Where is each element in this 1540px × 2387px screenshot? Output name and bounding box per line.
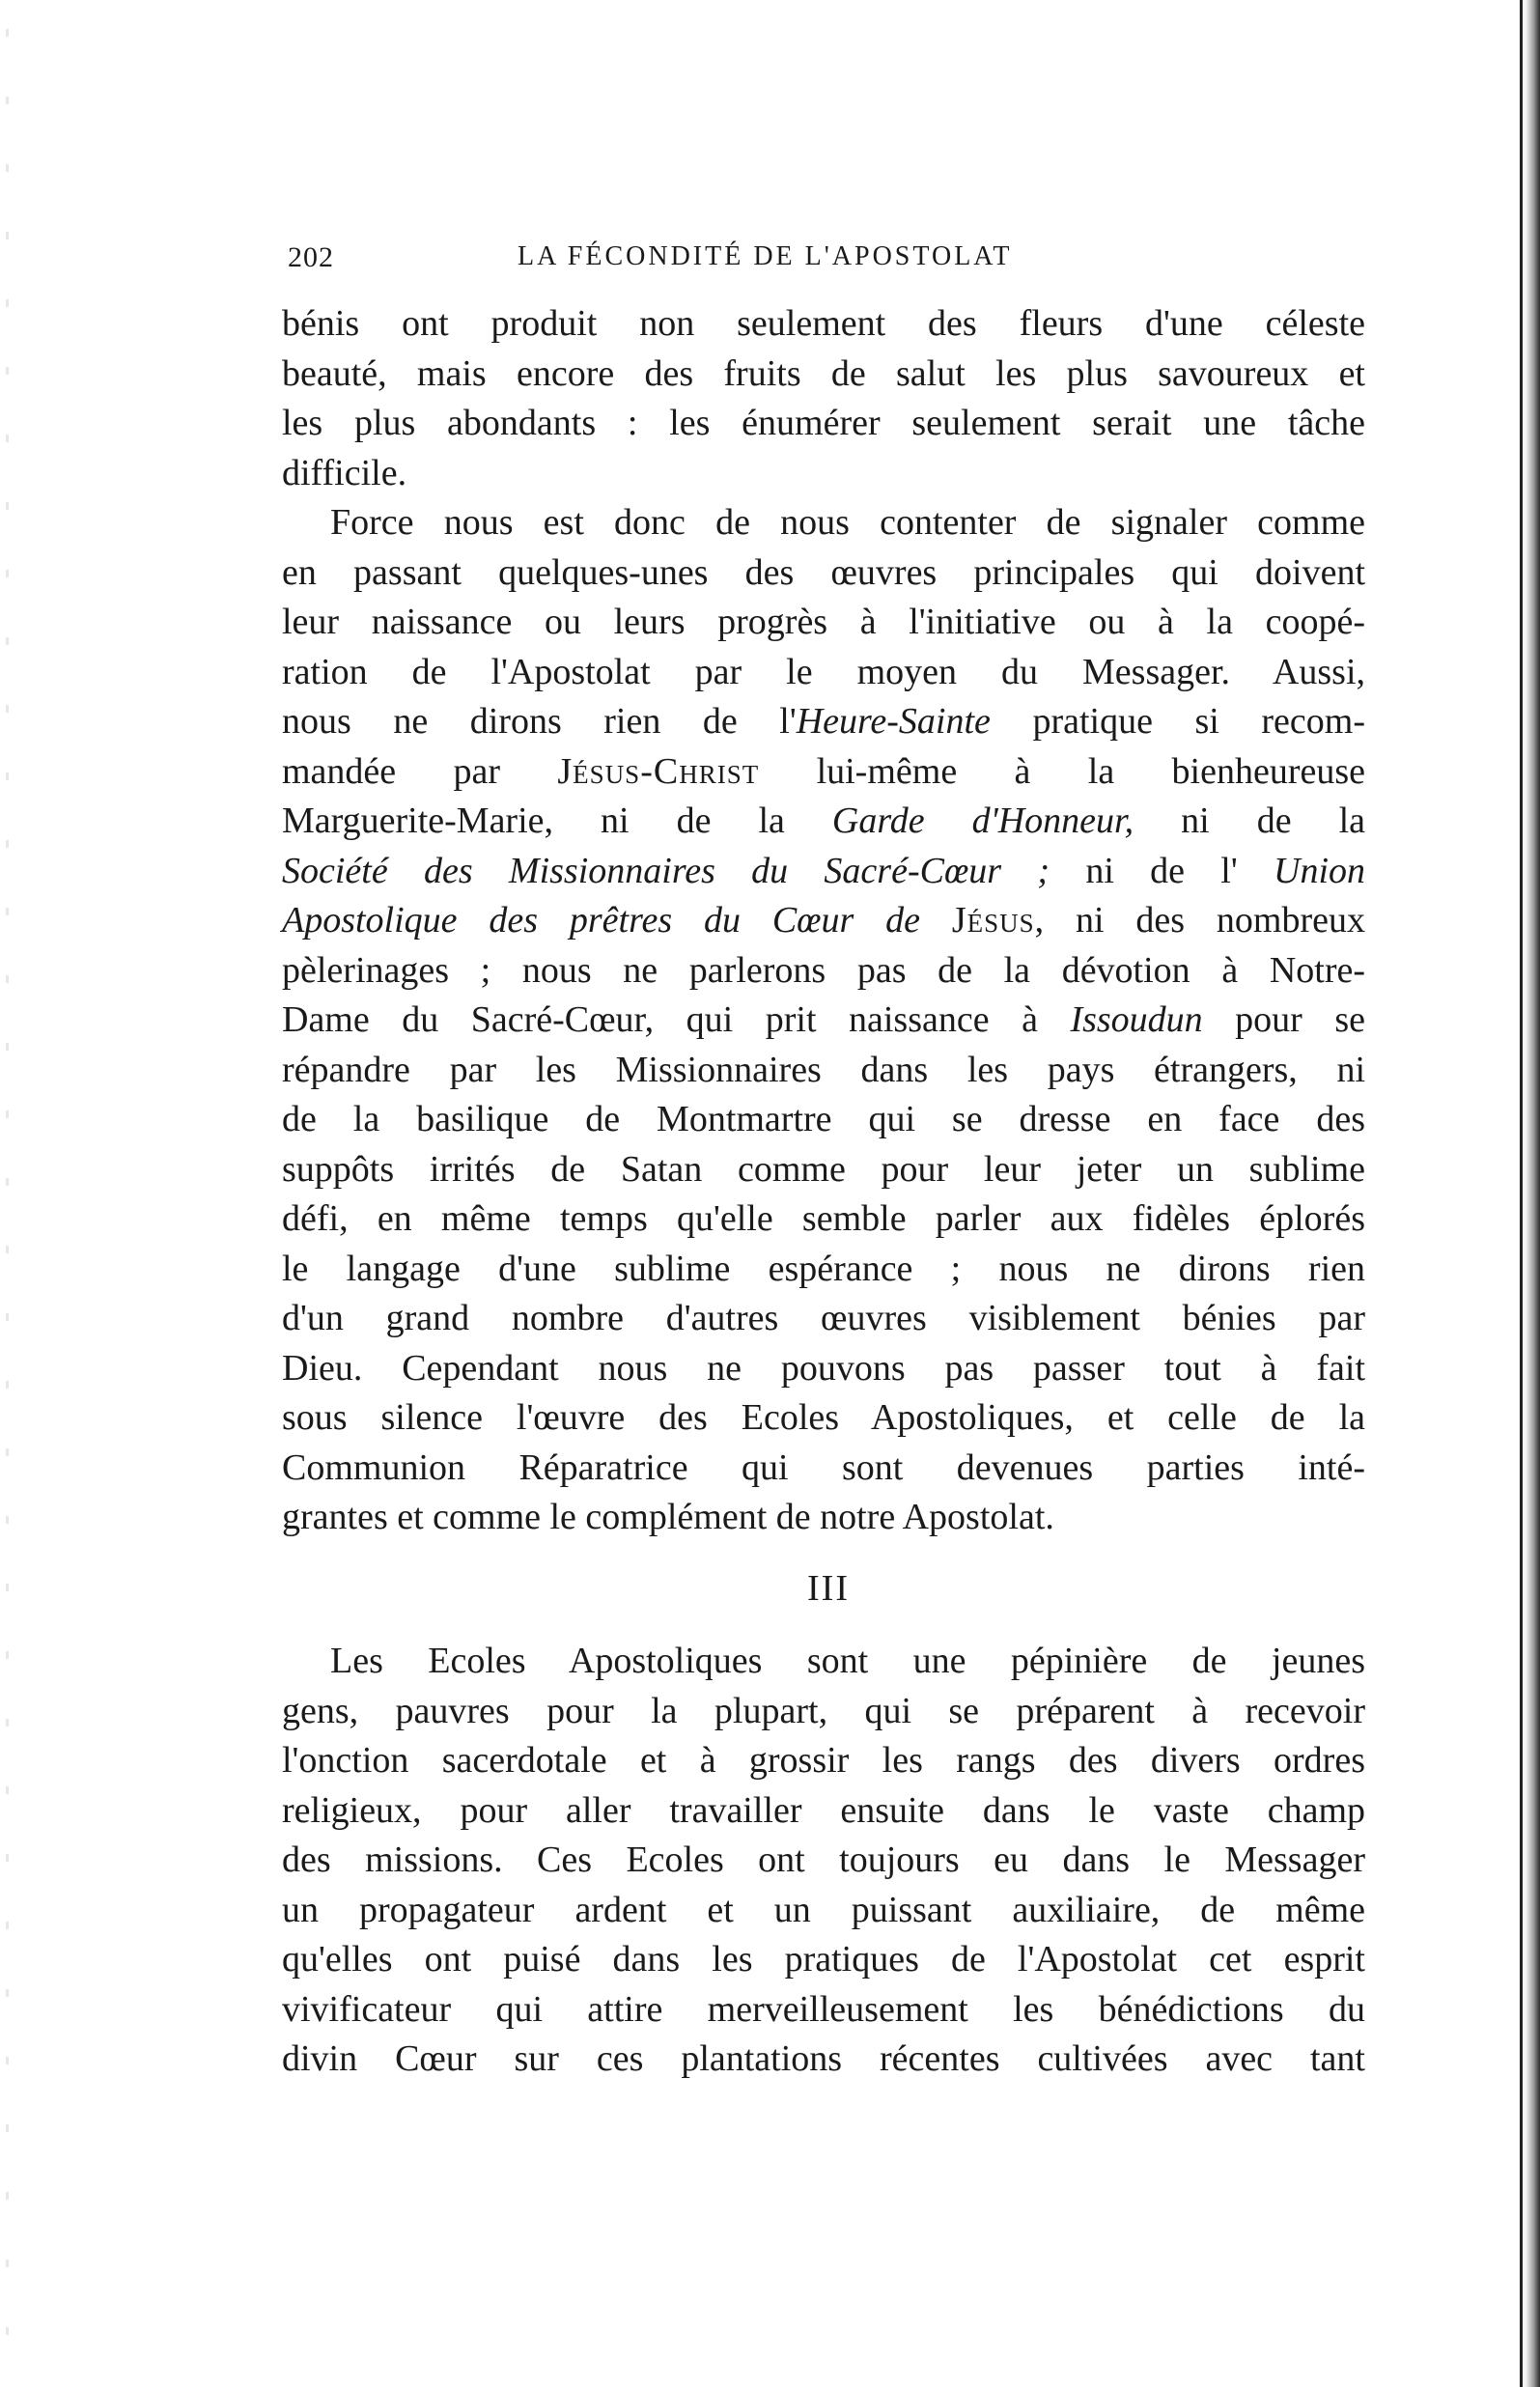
scan-left-margin-speckle bbox=[6, 0, 9, 2387]
paragraph-continued bbox=[282, 299, 1365, 498]
text-line: un propagateur ardent et un puissant auxiliaire, de même bbox=[282, 1889, 1365, 1930]
running-head bbox=[282, 241, 1365, 286]
text-line bbox=[282, 996, 1365, 1046]
text-line: Communion Réparatrice qui sont devenues parties inté- bbox=[282, 1446, 1365, 1488]
text-line: en passant quelques-unes des œuvres principales qui doivent bbox=[282, 551, 1365, 593]
text-line: qu'elles ont puisé dans les pratiques de l'Apostolat cet esprit bbox=[282, 1939, 1365, 1980]
text-run: ni de l' bbox=[1050, 850, 1274, 891]
text-line: les plus abondants : les énumérer seulement serait une tâche bbox=[282, 403, 1365, 443]
text-run: lui-même à la bienheureuse bbox=[759, 750, 1365, 792]
text-line: religieux, pour aller travailler ensuite dans le vaste champ bbox=[282, 1789, 1365, 1831]
text-line: gens, pauvres pour la plupart, qui se préparent à recevoir bbox=[282, 1690, 1365, 1731]
text-line: suppôts irrités de Satan comme pour leur jeter un sublime bbox=[282, 1148, 1365, 1190]
text-run: Dame du Sacré-Cœur, qui prit naissance à bbox=[282, 999, 1071, 1040]
book-page bbox=[282, 241, 1365, 2085]
text-line: vivificateur qui attire merveilleusement les bénédictions du bbox=[282, 1988, 1365, 2030]
text-line: répandre par les Missionnaires dans les pays étrangers, ni bbox=[282, 1049, 1365, 1090]
text-line: sous silence l'œuvre des Ecoles Apostoliques, et celle de la bbox=[282, 1397, 1365, 1438]
text-line bbox=[282, 747, 1365, 798]
small-caps-name: Jésus-Christ bbox=[557, 750, 760, 792]
text-line: défi, en même temps qu'elle semble parler aux fidèles éplorés bbox=[282, 1198, 1365, 1239]
text-line: beauté, mais encore des fruits de salut les plus savoureux et bbox=[282, 352, 1365, 394]
text-run: , ni des nombreux bbox=[1034, 900, 1365, 941]
text-line: difficile. bbox=[282, 452, 407, 493]
italic-title-heure-sainte: Heure-Sainte bbox=[796, 701, 991, 742]
text-run: nous ne dirons rien de l' bbox=[282, 701, 797, 742]
small-caps-name: Jésus bbox=[951, 900, 1035, 941]
text-line: bénis ont produit non seulement des fleurs d'une céleste bbox=[282, 303, 1365, 344]
section-heading: III bbox=[807, 1567, 850, 1609]
page-number: 202 bbox=[288, 241, 334, 273]
text-line bbox=[282, 797, 1365, 847]
text-line: grantes et comme le complément de notre Apostolat. bbox=[282, 1497, 1054, 1537]
running-title: LA FÉCONDITÉ DE L'APOSTOLAT bbox=[518, 241, 1013, 271]
italic-title-garde-honneur: Garde d'Honneur, bbox=[831, 800, 1134, 841]
italic-title-apostolique: Apostolique des prêtres du Cœur de bbox=[282, 900, 952, 941]
text-run: ni de la bbox=[1134, 800, 1366, 841]
text-line: Dieu. Cependant nous ne pouvons pas passer tout à fait bbox=[282, 1347, 1365, 1389]
text-line: pèlerinages ; nous ne parlerons pas de la dévotion à Notre- bbox=[282, 949, 1365, 991]
text-line: Les Ecoles Apostoliques sont une pépinière de jeunes bbox=[330, 1641, 1365, 1681]
paragraph-ecoles bbox=[282, 1637, 1365, 2085]
text-run: Marguerite-Marie, ni de la bbox=[282, 800, 832, 841]
body-text bbox=[282, 299, 1365, 2085]
text-line: ration de l'Apostolat par le moyen du Messager. Aussi, bbox=[282, 651, 1365, 692]
paragraph-works bbox=[282, 498, 1365, 1543]
text-line: Force nous est donc de nous contenter de signaler comme bbox=[330, 502, 1365, 543]
italic-title-societe: Société des Missionnaires du Sacré-Cœur ; bbox=[282, 850, 1050, 891]
scan-right-edge-line bbox=[1520, 0, 1523, 2387]
text-line: divin Cœur sur ces plantations récentes cultivées avec tant bbox=[282, 2038, 1365, 2079]
text-line: leur naissance ou leurs progrès à l'initiative ou à la coopé- bbox=[282, 602, 1365, 642]
text-run: pour se bbox=[1202, 999, 1365, 1040]
text-line: l'onction sacerdotale et à grossir les rangs des divers ordres bbox=[282, 1740, 1365, 1781]
italic-place-issoudun: Issoudun bbox=[1070, 999, 1203, 1040]
text-run: mandée par bbox=[282, 750, 558, 792]
text-line bbox=[282, 697, 1365, 747]
text-line: le langage d'une sublime espérance ; nous ne dirons rien bbox=[282, 1248, 1365, 1289]
italic-title-union: Union bbox=[1274, 850, 1365, 891]
text-run: pratique si recom- bbox=[990, 701, 1365, 742]
text-line bbox=[282, 847, 1365, 897]
text-line bbox=[282, 896, 1365, 946]
text-line: de la basilique de Montmartre qui se dresse en face des bbox=[282, 1099, 1365, 1139]
text-line: des missions. Ces Ecoles ont toujours eu dans le Messager bbox=[282, 1839, 1365, 1880]
text-line: d'un grand nombre d'autres œuvres visiblement bénies par bbox=[282, 1298, 1365, 1338]
